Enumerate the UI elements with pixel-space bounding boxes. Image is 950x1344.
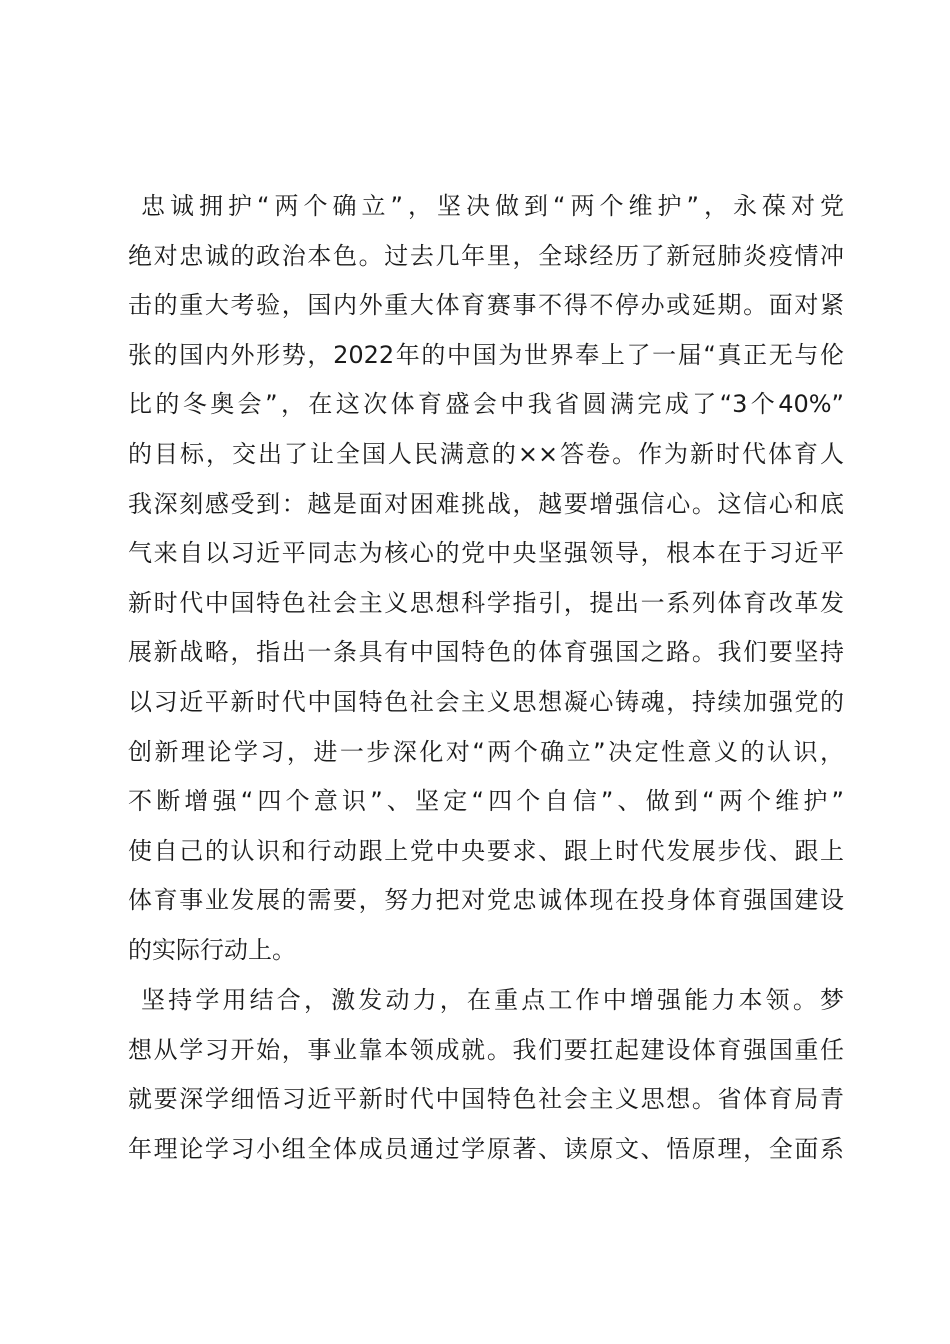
paragraph-line: 气来自以习近平同志为核心的党中央坚强领导，根本在于习近平 <box>128 539 844 568</box>
paragraph-line: 创新理论学习，进一步深化对“两个确立”决定性意义的认识， <box>128 737 844 766</box>
paragraph-line: 以习近平新时代中国特色社会主义思想凝心铸魂，持续加强党的 <box>128 687 844 716</box>
paragraph-line: 年理论学习小组全体成员通过学原著、读原文、悟原理，全面系 <box>128 1134 844 1163</box>
paragraph-line: 忠诚拥护“两个确立”，坚决做到“两个维护”，永葆对党 <box>141 192 844 220</box>
paragraph-line: 新时代中国特色社会主义思想科学指引，提出一系列体育改革发 <box>128 588 844 617</box>
paragraph-line: 的目标，交出了让全国人民满意的××答卷。作为新时代体育人 <box>128 439 844 468</box>
paragraph-loyalty <box>128 182 844 976</box>
paragraph-line: 绝对忠诚的政治本色。过去几年里，全球经历了新冠肺炎疫情冲 <box>128 241 844 270</box>
paragraph-line: 使自己的认识和行动跟上党中央要求、跟上时代发展步伐、跟上 <box>128 836 844 865</box>
paragraph-line: 体育事业发展的需要，努力把对党忠诚体现在投身体育强国建设 <box>128 886 844 915</box>
paragraph-line: 张的国内外形势，2022年的中国为世界奉上了一届“真正无与伦 <box>128 340 844 369</box>
paragraph-line: 展新战略，指出一条具有中国特色的体育强国之路。我们要坚持 <box>128 638 844 667</box>
paragraph-study <box>128 976 844 1174</box>
paragraph-line: 就要深学细悟习近平新时代中国特色社会主义思想。省体育局青 <box>128 1085 844 1114</box>
paragraph-line: 坚持学用结合，激发动力，在重点工作中增强能力本领。梦 <box>141 986 844 1014</box>
paragraph-line: 我深刻感受到：越是面对困难挑战，越要增强信心。这信心和底 <box>128 489 844 518</box>
paragraph-line: 击的重大考验，国内外重大体育赛事不得不停办或延期。面对紧 <box>128 291 844 320</box>
paragraph-line: 想从学习开始，事业靠本领成就。我们要扛起建设体育强国重任 <box>128 1035 844 1064</box>
paragraph-line: 不断增强“四个意识”、坚定“四个自信”、做到“两个维护” <box>128 787 844 816</box>
paragraph-line: 比的冬奥会”，在这次体育盛会中我省圆满完成了“3个40%” <box>128 390 844 419</box>
paragraph-line-last: 的实际行动上。 <box>128 935 296 964</box>
